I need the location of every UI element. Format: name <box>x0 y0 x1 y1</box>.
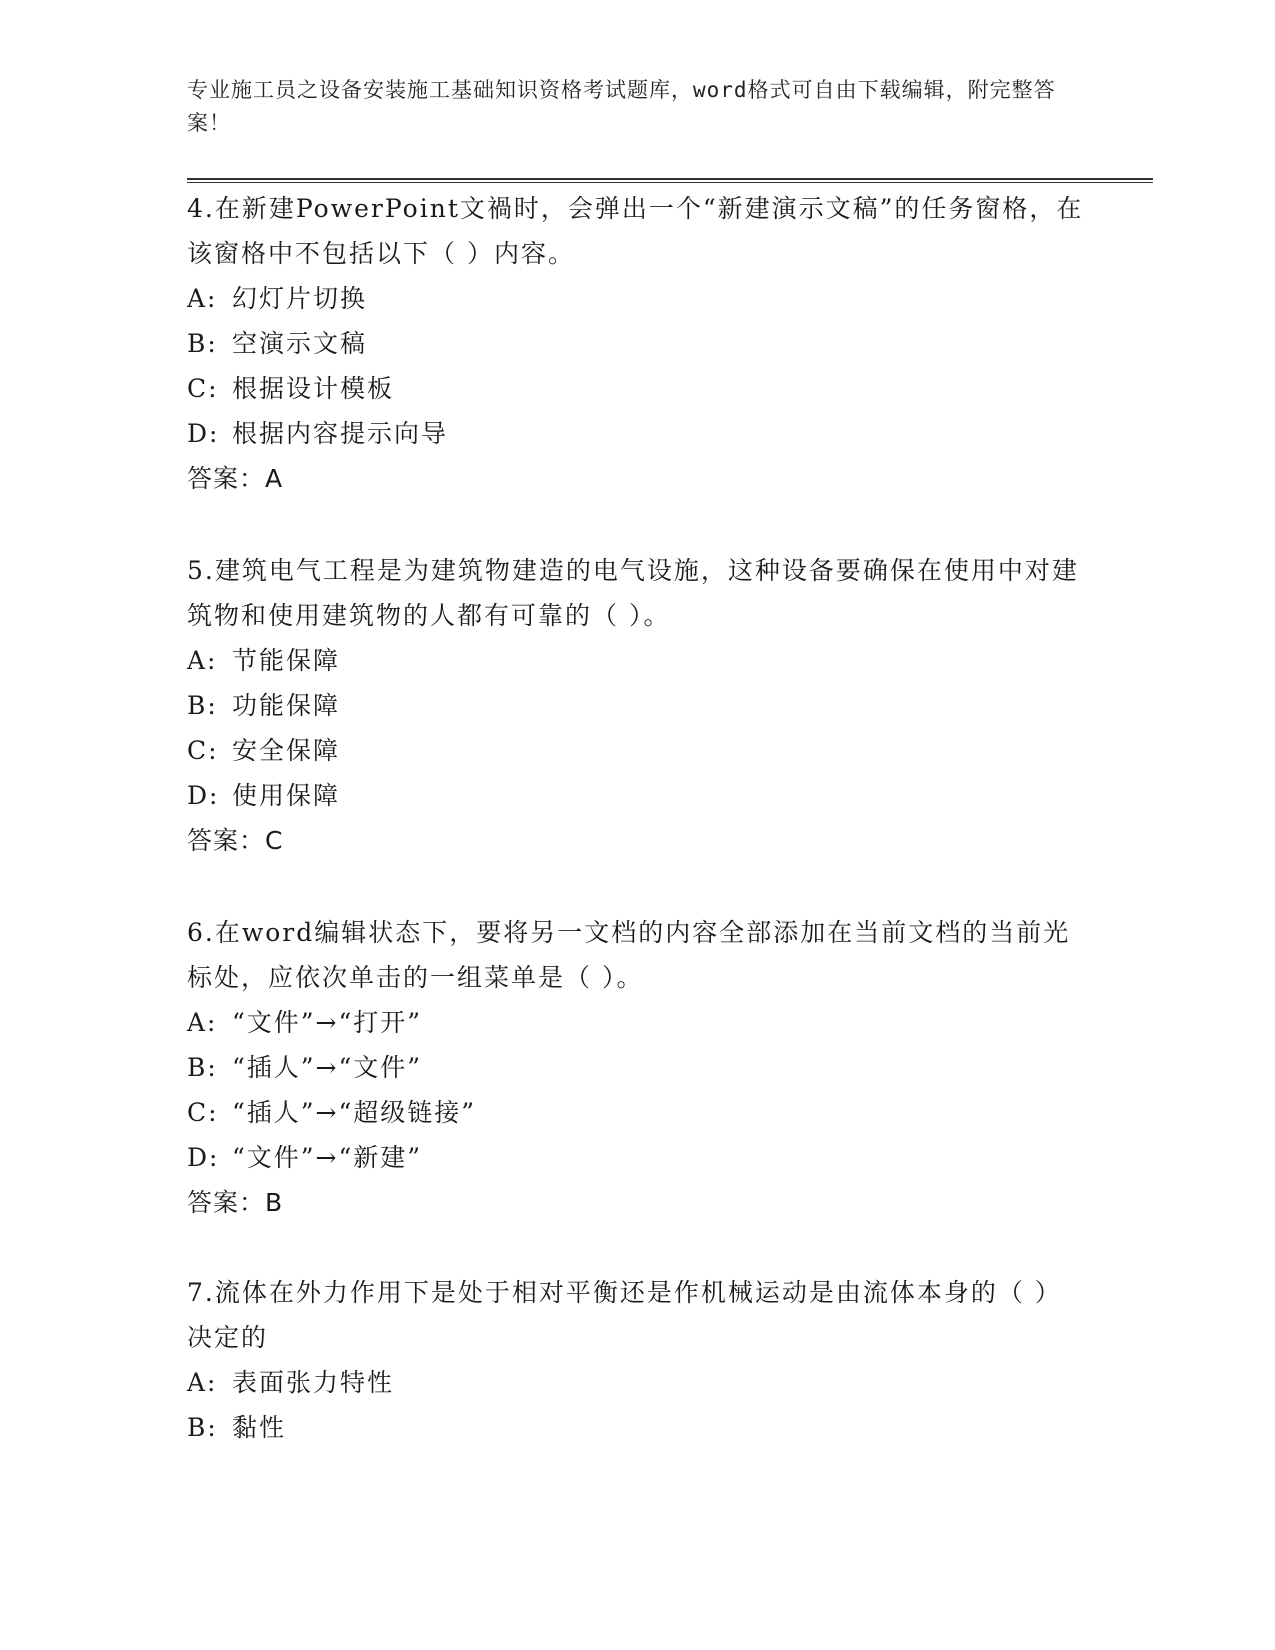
option-c <box>187 366 1087 411</box>
answer-line: 答案：A <box>187 464 284 493</box>
option-d <box>187 411 1087 456</box>
option-b <box>187 683 1087 728</box>
option-a <box>187 638 1087 683</box>
option-letter: C: <box>187 736 219 765</box>
option-text: 功能保障 <box>232 691 341 720</box>
option-text: 黏性 <box>232 1413 287 1442</box>
option-text: “插人”→“文件” <box>232 1053 423 1082</box>
option-letter: B: <box>187 329 218 358</box>
option-text: 根据内容提示向导 <box>232 419 449 448</box>
option-a <box>187 276 1087 321</box>
option-text: 根据设计模板 <box>232 374 395 403</box>
question-4 <box>187 186 1087 501</box>
question-6 <box>187 910 1087 1225</box>
header-rule-thin <box>187 182 1153 183</box>
option-text: 空演示文稿 <box>232 329 368 358</box>
option-a <box>187 1000 1087 1045</box>
answer-line: 答案：B <box>187 1188 284 1217</box>
option-letter: D: <box>187 1143 220 1172</box>
question-stem: 4.在新建PowerPoint文禍时，会弹出一个“新建演示文稿”的任务窗格，在该窗格中不包括以下（ ）内容。 <box>187 194 1084 268</box>
question-stem: 5.建筑电气工程是为建筑物建造的电气设施，这种设备要确保在使用中对建筑物和使用建筑物的人都有可靠的（ ）。 <box>187 556 1079 630</box>
option-text: 幻灯片切换 <box>232 284 368 313</box>
option-d <box>187 773 1087 818</box>
question-5 <box>187 548 1087 863</box>
option-text: 表面张力特性 <box>232 1368 395 1397</box>
option-letter: A: <box>187 1008 218 1037</box>
option-text: “插人”→“超级链接” <box>232 1098 477 1127</box>
answer-line: 答案：C <box>187 826 284 855</box>
document-header: 专业施工员之设备安装施工基础知识资格考试题库，word格式可自由下载编辑，附完整答案！ <box>187 78 1056 135</box>
option-letter: C: <box>187 1098 219 1127</box>
option-c <box>187 728 1087 773</box>
option-letter: C: <box>187 374 219 403</box>
question-stem: 6.在word编辑状态下，要将另一文档的内容全部添加在当前文档的当前光标处，应依次单击的一组菜单是（ ）。 <box>187 918 1071 992</box>
option-text: 节能保障 <box>232 646 341 675</box>
option-letter: B: <box>187 1053 218 1082</box>
option-d <box>187 1135 1087 1180</box>
question-stem: 7.流体在外力作用下是处于相对平衡还是作机械运动是由流体本身的（ ）决定的 <box>187 1278 1062 1352</box>
option-letter: B: <box>187 1413 218 1442</box>
option-text: 安全保障 <box>232 736 341 765</box>
question-7 <box>187 1270 1087 1450</box>
option-letter: A: <box>187 1368 218 1397</box>
option-letter: A: <box>187 646 218 675</box>
option-letter: B: <box>187 691 218 720</box>
option-text: “文件”→“新建” <box>232 1143 423 1172</box>
option-letter: A: <box>187 284 218 313</box>
option-letter: D: <box>187 419 220 448</box>
option-letter: D: <box>187 781 220 810</box>
option-text: “文件”→“打开” <box>232 1008 423 1037</box>
option-b <box>187 1045 1087 1090</box>
option-b <box>187 1405 1087 1450</box>
option-b <box>187 321 1087 366</box>
option-text: 使用保障 <box>232 781 341 810</box>
option-a <box>187 1360 1087 1405</box>
header-rule-thick <box>187 178 1153 180</box>
option-c <box>187 1090 1087 1135</box>
